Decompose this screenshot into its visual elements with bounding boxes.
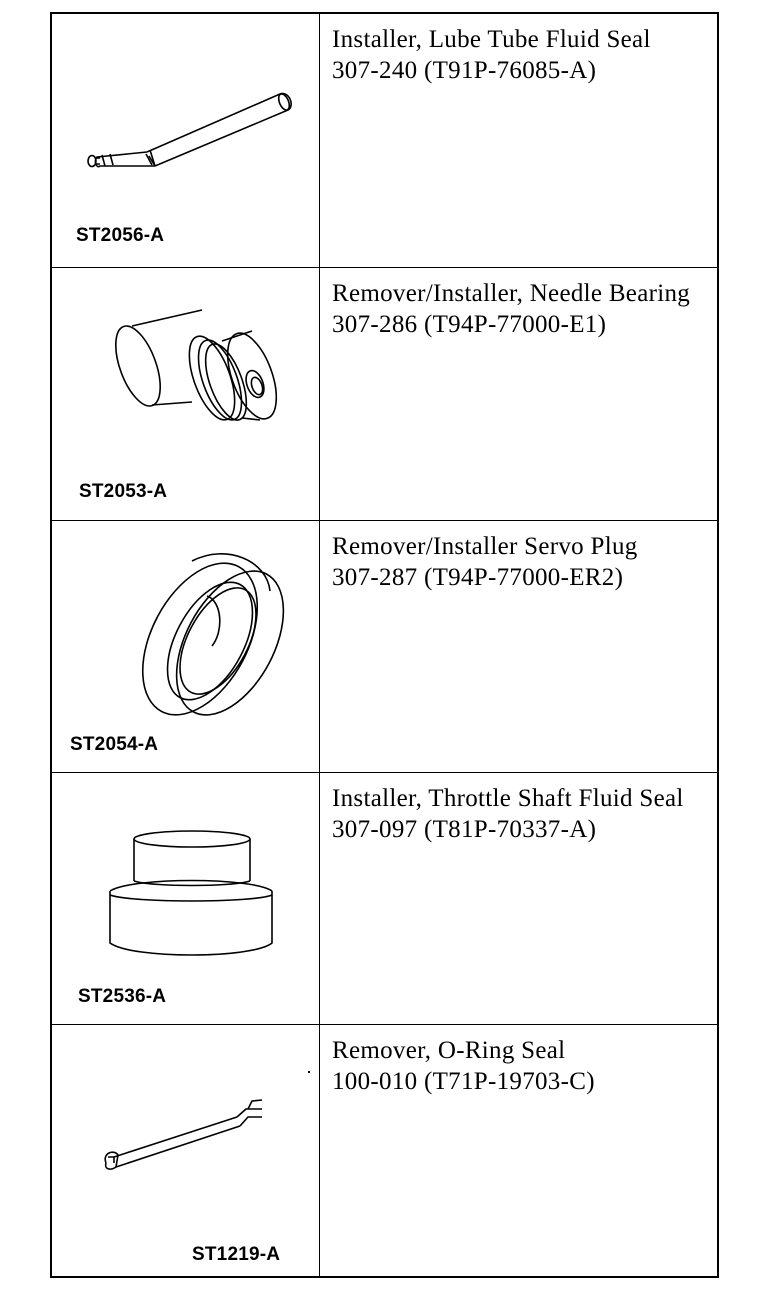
tool-image-cell <box>52 773 320 1024</box>
tool-name: Remover, O-Ring Seal <box>332 1037 566 1064</box>
tool-description-cell <box>320 773 717 1024</box>
tool-name: Installer, Lube Tube Fluid Seal <box>332 26 651 53</box>
o-ring-seal-remover-icon <box>52 1025 320 1276</box>
tool-description-cell <box>320 268 717 520</box>
table-row <box>52 521 717 773</box>
tool-number: 307-097 (T81P-70337-A) <box>332 816 597 843</box>
tool-number: 307-287 (T94P-77000-ER2) <box>332 564 624 591</box>
tool-image-cell <box>52 268 320 520</box>
tool-name: Remover/Installer, Needle Bearing <box>332 280 691 307</box>
tool-image-cell <box>52 14 320 267</box>
art-code-label: ST2053-A <box>79 481 168 502</box>
art-code-label: ST2056-A <box>76 225 165 246</box>
art-code-label: ST1219-A <box>192 1244 281 1265</box>
scan-speck <box>308 1071 310 1073</box>
table-row <box>52 14 717 268</box>
tool-description-cell <box>320 521 717 772</box>
table-row <box>52 268 717 521</box>
art-code-label: ST2054-A <box>70 734 159 755</box>
tool-image-cell <box>52 1025 320 1276</box>
tool-image-cell <box>52 521 320 772</box>
tool-name: Remover/Installer Servo Plug <box>332 533 638 560</box>
art-code-label: ST2536-A <box>78 986 167 1007</box>
table-row <box>52 1025 717 1276</box>
tool-number: 307-240 (T91P-76085-A) <box>332 57 597 84</box>
table-row <box>52 773 717 1025</box>
tool-number: 307-286 (T94P-77000-E1) <box>332 311 607 338</box>
tool-description-cell <box>320 14 717 267</box>
tool-name: Installer, Throttle Shaft Fluid Seal <box>332 785 684 812</box>
tool-number: 100-010 (T71P-19703-C) <box>332 1068 595 1095</box>
tool-description-cell <box>320 1025 717 1276</box>
special-tools-table <box>50 12 719 1278</box>
